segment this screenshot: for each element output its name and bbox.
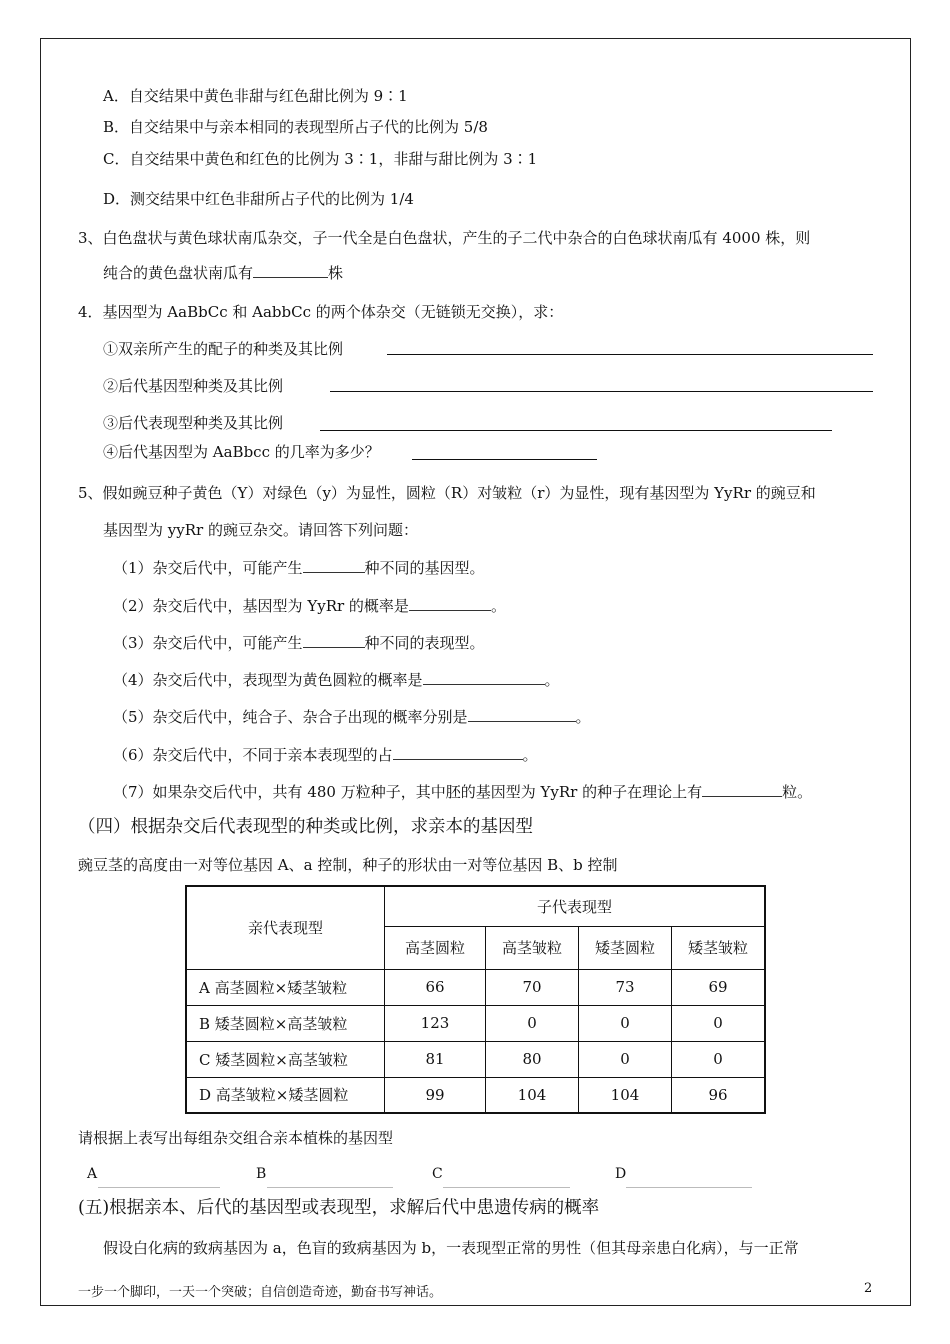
- option-b: B．自交结果中与亲本相同的表现型所占子代的比例为 5/8: [103, 118, 488, 136]
- page-number: 2: [864, 1281, 873, 1296]
- section-4-heading: （四）根据杂交后代表现型的种类或比例，求亲本的基因型: [78, 817, 533, 837]
- table-row: [186, 969, 765, 1005]
- q5-stem-2: 基因型为 yyRr 的豌豆杂交。请回答下列问题：: [103, 521, 418, 539]
- q5-sub-1: [113, 558, 485, 578]
- parent-cell: D 高茎皱粒×矮茎圆粒: [186, 1077, 385, 1113]
- value-cell: 73: [579, 969, 672, 1005]
- q4-item3: ③后代表现型种类及其比例: [103, 414, 284, 432]
- q5-blank-4[interactable]: [423, 670, 545, 685]
- q5-sub-7: [113, 782, 812, 802]
- answer-line-b[interactable]: [267, 1187, 393, 1188]
- parent-cell: B 矮茎圆粒×高茎皱粒: [186, 1005, 385, 1041]
- option-d: D．测交结果中红色非甜所占子代的比例为 1/4: [103, 190, 414, 208]
- q4-item2: ②后代基因型种类及其比例: [103, 377, 284, 395]
- value-cell: 70: [486, 969, 579, 1005]
- answer-line-a[interactable]: [98, 1187, 220, 1188]
- value-cell: 0: [579, 1041, 672, 1077]
- answer-line-c[interactable]: [443, 1187, 570, 1188]
- q5-sub-5: [113, 707, 591, 727]
- answer-label-b: B: [256, 1166, 267, 1182]
- q5-blank-5[interactable]: [468, 707, 576, 722]
- q4-answer-line-2[interactable]: [330, 391, 873, 392]
- q4-stem: 4．基因型为 AaBbCc 和 AabbCc 的两个体杂交（无链锁无交换），求：: [78, 303, 564, 321]
- value-cell: 0: [672, 1041, 766, 1077]
- q4-answer-line-1[interactable]: [387, 354, 873, 355]
- value-cell: 80: [486, 1041, 579, 1077]
- parent-cell: A 高茎圆粒×矮茎皱粒: [186, 969, 385, 1005]
- section-4-intro: 豌豆茎的高度由一对等位基因 A、a 控制，种子的形状由一对等位基因 B、b 控制: [78, 856, 618, 874]
- section-5-heading: (五)根据亲本、后代的基因型或表现型，求解后代中患遗传病的概率: [78, 1198, 600, 1218]
- q5-sub-1-tail: 种不同的基因型。: [364, 559, 485, 577]
- q3-blank[interactable]: [253, 263, 328, 278]
- q5-blank-7[interactable]: [702, 782, 782, 797]
- value-cell: 0: [672, 1005, 766, 1041]
- value-cell: 0: [486, 1005, 579, 1041]
- section-5-text: 假设白化病的致病基因为 a，色盲的致病基因为 b，一表现型正常的男性（但其母亲患白化病），与一正常: [103, 1239, 799, 1257]
- genotype-prompt: 请根据上表写出每组杂交组合亲本植株的基因型: [78, 1129, 394, 1147]
- column-header: 矮茎圆粒: [579, 926, 672, 969]
- q3-suffix: 株: [328, 264, 344, 282]
- q5-blank-2[interactable]: [409, 596, 491, 611]
- q5-sub-5-text: （5）杂交后代中，纯合子、杂合子出现的概率分别是: [113, 708, 468, 726]
- q5-sub-5-tail: 。: [575, 708, 591, 726]
- q4-answer-line-3[interactable]: [320, 430, 832, 431]
- answer-line-d[interactable]: [626, 1187, 752, 1188]
- q5-blank-6[interactable]: [393, 745, 523, 760]
- q5-sub-2: [113, 596, 506, 616]
- q5-sub-7-text: （7）如果杂交后代中，共有 480 万粒种子，其中胚的基因型为 YyRr 的种子在理论上有: [113, 783, 703, 801]
- q5-blank-1[interactable]: [303, 558, 365, 573]
- q5-sub-7-tail: 粒。: [782, 783, 813, 801]
- value-cell: 123: [385, 1005, 486, 1041]
- parent-header: 亲代表现型: [186, 886, 385, 969]
- q5-sub-6-text: （6）杂交后代中，不同于亲本表现型的占: [113, 746, 393, 764]
- table-row: [186, 1041, 765, 1077]
- value-cell: 69: [672, 969, 766, 1005]
- q5-stem-1: 5、假如豌豆种子黄色（Y）对绿色（y）为显性，圆粒（R）对皱粒（r）为显性，现有基因型为 YyRr 的豌豆和: [78, 484, 816, 502]
- q5-sub-6-tail: 。: [522, 746, 538, 764]
- value-cell: 96: [672, 1077, 766, 1113]
- q5-sub-2-text: （2）杂交后代中，基因型为 YyRr 的概率是: [113, 597, 409, 615]
- q5-sub-3-text: （3）杂交后代中，可能产生: [113, 634, 303, 652]
- column-header: 高茎皱粒: [486, 926, 579, 969]
- option-a: A．自交结果中黄色非甜与红色甜比例为 9∶1: [103, 87, 408, 105]
- answer-label-c: C: [432, 1166, 443, 1182]
- q5-sub-3-tail: 种不同的表现型。: [364, 634, 485, 652]
- q5-sub-4: [113, 670, 560, 690]
- q5-sub-2-tail: 。: [490, 597, 506, 615]
- q4-item1: ①双亲所产生的配子的种类及其比例: [103, 340, 344, 358]
- q3-line2: [103, 263, 343, 283]
- q5-blank-3[interactable]: [303, 633, 365, 648]
- answer-label-d: D: [615, 1166, 627, 1182]
- offspring-header: 子代表现型: [385, 886, 766, 926]
- q3-line1: 3、白色盘状与黄色球状南瓜杂交，子一代全是白色盘状，产生的子二代中杂合的白色球状南瓜有 4000 株，则: [78, 229, 811, 247]
- q5-sub-1-text: （1）杂交后代中，可能产生: [113, 559, 303, 577]
- parent-cell: C 矮茎圆粒×高茎皱粒: [186, 1041, 385, 1077]
- answer-label-a: A: [87, 1166, 98, 1182]
- q4-answer-line-4[interactable]: [412, 459, 597, 460]
- q5-sub-3: [113, 633, 485, 653]
- q5-sub-4-text: （4）杂交后代中，表现型为黄色圆粒的概率是: [113, 671, 423, 689]
- q5-sub-4-tail: 。: [544, 671, 560, 689]
- column-header: 矮茎皱粒: [672, 926, 766, 969]
- footer-motto: 一步一个脚印，一天一个突破；自信创造奇迹，勤奋书写神话。: [78, 1285, 443, 1300]
- value-cell: 104: [486, 1077, 579, 1113]
- q5-sub-6: [113, 745, 538, 765]
- genotype-table: [185, 885, 766, 1114]
- value-cell: 66: [385, 969, 486, 1005]
- q3-prefix: 纯合的黄色盘状南瓜有: [103, 264, 254, 282]
- table-row: [186, 1005, 765, 1041]
- value-cell: 99: [385, 1077, 486, 1113]
- value-cell: 104: [579, 1077, 672, 1113]
- table-row: [186, 1077, 765, 1113]
- column-header: 高茎圆粒: [385, 926, 486, 969]
- value-cell: 81: [385, 1041, 486, 1077]
- option-c: C．自交结果中黄色和红色的比例为 3∶1，非甜与甜比例为 3∶1: [103, 150, 538, 168]
- value-cell: 0: [579, 1005, 672, 1041]
- q4-item4: ④后代基因型为 AaBbcc 的几率为多少？: [103, 443, 380, 461]
